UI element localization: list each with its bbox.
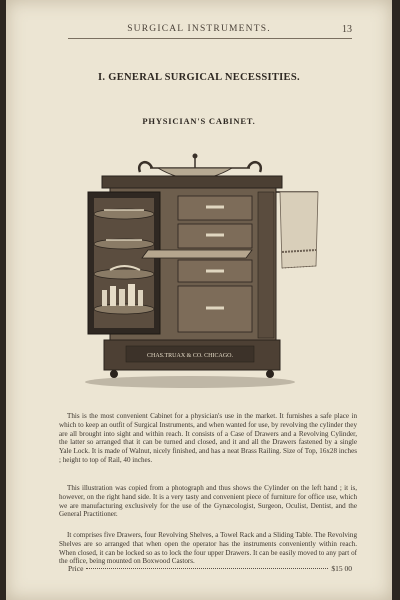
- price-label: Price: [68, 564, 84, 573]
- section-title: I. GENERAL SURGICAL NECESSITIES.: [98, 72, 300, 83]
- towel-rack: [276, 192, 318, 268]
- maker-plate: CHAS.TRUAX & CO. CHICAGO.: [146, 353, 234, 359]
- description-paragraph: It comprises five Drawers, four Revolving Shelves, a Towel Rack and a Sliding Table. The Revolving Shelves are so arranged that when open the operator has the instruments conveniently within reach. When closed, it can be locked so as to lock the four upper Drawers. It can be easily moved to any part of the office, being mounted on Boxwood Castors.: [59, 531, 357, 566]
- description-paragraph: This is the most convenient Cabinet for a physician's use in the market. It furnishes a safe place in which to keep an outfit of Surgical Instruments, and when wanted for use, by revolving the cylinder they are all brought into sight and within reach. It consists of a Case of Drawers and a Revolving Cylinder, the latter so arranged that it can be turned and closed, and it and all the Drawers fastened by a single Yale Lock. It is made of Walnut, nicely finished, and has a neat Brass Railing. Size of Top, 16x28 inches ; height to top of Rail, 40 inches.: [59, 412, 357, 464]
- sliding-table: [142, 250, 252, 258]
- header-rule: [68, 38, 352, 39]
- dot-leader: [86, 568, 328, 569]
- description-paragraph: This illustration was copied from a photograph and thus shows the Cylinder on the left hand ; it is, however, on the right hand side. It is a very tasty and convenient piece of furniture for office use, which we are manufacturing exclusively for the use of the Gynæcologist, Surgeon, Oculist, Dentist, and the General Practitioner.: [59, 484, 357, 519]
- catalog-page: [6, 0, 392, 600]
- cabinet-illustration: [70, 144, 340, 394]
- price-value: $15 00: [331, 564, 352, 573]
- drawers: [178, 196, 252, 332]
- cabinet-top: [102, 176, 282, 188]
- page-number: 13: [342, 24, 352, 35]
- price-line: [68, 564, 352, 573]
- item-title: PHYSICIAN'S CABINET.: [142, 116, 256, 126]
- revolving-shelves: [88, 192, 160, 334]
- running-title: SURGICAL INSTRUMENTS.: [127, 24, 271, 34]
